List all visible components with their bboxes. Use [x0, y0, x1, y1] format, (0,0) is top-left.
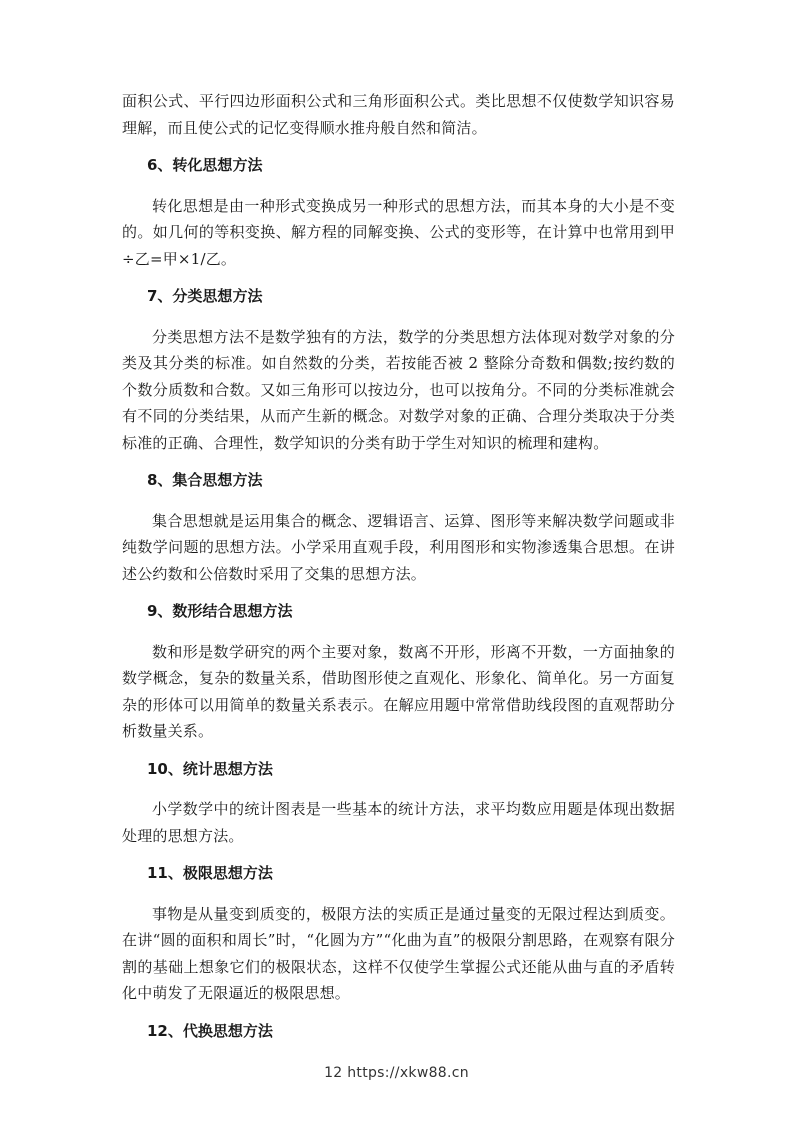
- document-body: [122, 88, 675, 1044]
- section-heading: 9、数形结合思想方法: [147, 602, 293, 620]
- page-footer: 12 https://xkw88.cn: [324, 1065, 469, 1081]
- section-heading: 6、转化思想方法: [147, 156, 263, 174]
- section-body: 分类思想方法不是数学独有的方法，数学的分类思想方法体现对数学对象的分类及其分类的标准。如自然数的分类，若按能否被 2 整除分奇数和偶数;按约数的个数分质数和合数。又如三角形可以按边分，也可以按角分。不同的分类标准就会有不同的分类结果，从而产生新的概念。对数学对象的正确、合理分类取决于分类标准的正确、合理性，数学知识的分类有助于学生对知识的梳理和建构。: [122, 327, 675, 452]
- section-heading: 7、分类思想方法: [147, 287, 263, 305]
- section-heading: 11、极限思想方法: [147, 864, 273, 882]
- section-body: 转化思想是由一种形式变换成另一种形式的思想方法，而其本身的大小是不变的。如几何的等积变换、解方程的同解变换、公式的变形等，在计算中也常用到甲÷乙=甲×1/乙。: [122, 196, 675, 268]
- section-body: 事物是从量变到质变的，极限方法的实质正是通过量变的无限过程达到质变。在讲“圆的面积和周长”时，“化圆为方”“化曲为直”的极限分割思路，在观察有限分割的基础上想象它们的极限状态，这样不仅使学生掌握公式还能从曲与直的矛盾转化中萌发了无限逼近的极限思想。: [122, 904, 675, 1002]
- section-body: 小学数学中的统计图表是一些基本的统计方法，求平均数应用题是体现出数据处理的思想方法。: [122, 800, 675, 845]
- section-heading: 10、统计思想方法: [147, 759, 273, 778]
- section-body: 集合思想就是运用集合的概念、逻辑语言、运算、图形等来解决数学问题或非纯数学问题的思想方法。小学采用直观手段，利用图形和实物渗透集合思想。在讲述公约数和公倍数时采用了交集的思想方法。: [122, 511, 675, 583]
- section-heading: 8、集合思想方法: [147, 471, 263, 489]
- section-body: 数和形是数学研究的两个主要对象，数离不开形，形离不开数，一方面抽象的数学概念，复杂的数量关系，借助图形使之直观化、形象化、简单化。另一方面复杂的形体可以用简单的数量关系表示。在解应用题中常常借助线段图的直观帮助分析数量关系。: [122, 642, 675, 740]
- intro-paragraph: 面积公式、平行四边形面积公式和三角形面积公式。类比思想不仅使数学知识容易理解，而且使公式的记忆变得顺水推舟般自然和简洁。: [122, 92, 675, 137]
- section-heading: 12、代换思想方法: [147, 1021, 273, 1040]
